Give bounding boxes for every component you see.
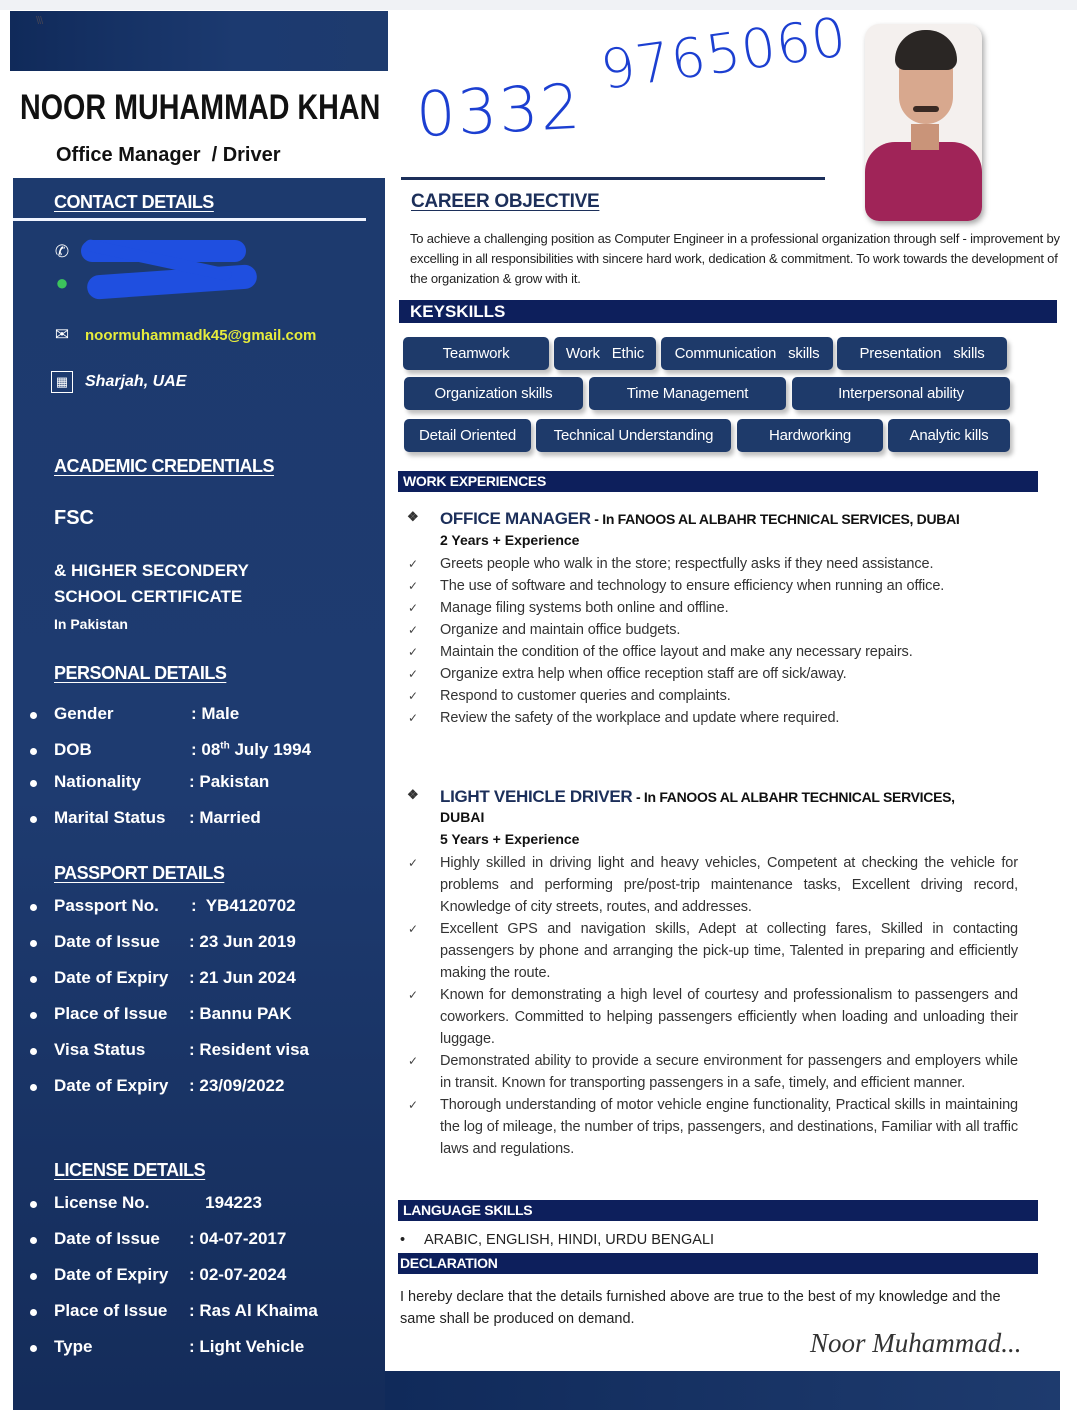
check-icon: ✓ [408,557,418,571]
diamond-bullet-icon: ❖ [407,509,419,524]
duty-item: ✓ Thorough understanding of motor vehicle engine functionality, Practical skills in maintaining the log of mileage, the number of trips, passengers, and destinations, Familiar with all traffic laws and regulations. [405,1094,1018,1160]
license-item: Date of Issue : 04-07-2017 [13,1229,385,1265]
license-item: Type : Light Vehicle [13,1337,385,1373]
passport-item: Date of Expiry : 21 Jun 2024 [13,968,385,1004]
duty-item: ✓ The use of software and technology to ensure efficiency when running an office. [405,575,1018,597]
skill-chip: Detail Oriented [404,419,531,452]
candidate-title: Office Manager / Driver [56,144,281,166]
job-driver-duties [405,852,1018,1160]
duty-item: ✓ Organize extra help when office reception staff are off sick/away. [405,663,1018,685]
bullet-icon: • [400,1232,406,1248]
skill-chip: Organization skills [404,377,583,410]
personal-item-marital: Marital Status : Married [13,808,385,844]
duty-item: ✓ Respond to customer queries and complaints. [405,685,1018,707]
language-text: ARABIC, ENGLISH, HINDI, URDU BENGALI [424,1232,715,1248]
license-item: License No. 194223 [13,1193,385,1229]
skill-chip: Time Management [589,377,786,410]
duty-item: ✓ Excellent GPS and navigation skills, Adept at collecting fares, Skilled in contacting passengers by phone and arranging the pick-up time, Talented in preparing and efficiently making the route. [405,918,1018,984]
degree-line2: SCHOOL CERTIFICATE [54,587,243,606]
declaration-heading: DECLARATION [398,1253,1038,1274]
job-experience-years: 2 Years + Experience [440,532,580,548]
skill-chip: Presentation skills [837,337,1007,370]
degree-country: In Pakistan [54,616,128,632]
diamond-bullet-icon: ❖ [407,787,419,802]
resume-page: \\\ NOOR MUHAMMAD KHAN Office Manager / Driver 0332 9765060 CONTACT DETAILS ✆ ● ✉ noormuhammadk45@gmail.com ▦ Sharjah, UAE ACADEMIC CREDENTIALS FSC & HIGHER SECONDERY SCHOOL CERTIFICATE In Pakistan PERSONAL DETAILS Gender : Male DOB : 08th July 1994 Nationality : Pakistan Marital Status : Married PASSPORT DETAILS Passport No. : YB4120702 Date of Issue : 23 Jun 2019 Date of Expiry : 21 Jun 2024 Place of Issue : Bannu PAK Visa Status : Resident visa Date of Expiry : 23/09/2022 LICENSE DETAILS License No. 194223 Date of Issue : 04-07-2017 Date of Expiry : 02-07-2024 Place of Issue : Ras Al Khaima Type : Light Vehicle CAREER OBJECTIVE To achieve a challenging position as Computer Engineer in a professional organization through self - improvement by excelling in all responsibilities with sincere hard work, dedication & commitment. To work towards the development of the organization & grow with it. KEYSKILLS Teamwork Work Ethic Communication skills Presentation skills Organization skills Time Management Interpersonal ability Detail Oriented Technical Understanding Hardworking Analytic kills WORK EXPERIENCES ❖ OFFICE MANAGER - In FANOOS AL ALBAHR TECHNICAL SERVICES, DUBAI 2 Years + Experience ✓ Greets people who walk in the store; respectfully asks if they need assistance. ✓ The use of software and technology to ensure efficiency when running an office. ✓ Manage filing systems both online and offline. ✓ Organize and maintain office budgets. ✓ Maintain the condition of the office layout and make any necessary repairs. ✓ Organize extra help when office reception staff are off sick/away. ✓ Respond to customer queries and complaints. ✓ Review the safety of the workplace and update where required. ❖ LIGHT VEHICLE DRIVER - In FANOOS AL ALBAHR TECHNICAL SERVICES, DUBAI 5 Years + Experience ✓ Highly skilled in driving light and heavy vehicles, Competent at checking the vehicle for problems and performing pre/post-trip maintenance tasks, Excellent driving record, Knowledge of city streets, routes, and addresses. ✓ Excellent GPS and navigation skills, Adept at collecting fares, Skilled in contacting passengers by phone and arranging the pick-up time, Talented in preparing and efficiently making the route. ✓ Known for demonstrating a high level of courtesy and professionalism to passengers and coworkers. Committed to helping passengers efficiently when loading and unloading their luggage. ✓ Demonstrated ability to provide a secure environment for passengers and employers while in transit. Known for transporting passengers in a safe, timely, and efficient manner. ✓ Thorough understanding of motor vehicle engine functionality, Practical skills in maintaining the log of mileage, the number of trips, passengers, and destinations, Familiar with all traffic laws and regulations. LANGUAGE SKILLS • ARABIC, ENGLISH, HINDI, URDU BENGALI DECLARATION I hereby declare that the details furnished above are true to the best of my knowledge and the same shall be produced on demand. Noor Muhammad... [0,10,1077,1425]
duty-item: ✓ Review the safety of the workplace and update where required. [405,707,1018,729]
duty-item: ✓ Organize and maintain office budgets. [405,619,1018,641]
duty-item: ✓ Greets people who walk in the store; respectfully asks if they need assistance. [405,553,1018,575]
degree-line1: & HIGHER SECONDERY [54,561,249,580]
degree-fsc: FSC [54,507,94,529]
phone-row [51,241,73,263]
email-icon: ✉ [54,325,70,344]
skill-chip: Teamwork [403,337,549,370]
check-icon: ✓ [408,579,418,593]
signature: Noor Muhammad... [810,1328,1022,1358]
career-objective-heading: CAREER OBJECTIVE [411,191,600,212]
license-list [13,1193,385,1373]
skill-chip: Analytic kills [888,419,1010,452]
language-skills-heading: LANGUAGE SKILLS [398,1200,1038,1221]
license-item: Date of Expiry : 02-07-2024 [13,1265,385,1301]
skill-chip: Hardworking [737,419,883,452]
license-heading: LICENSE DETAILS [54,1160,206,1180]
passport-item: Passport No. : YB4120702 [13,896,385,932]
check-icon: ✓ [408,1054,418,1068]
personal-item-nationality: Nationality : Pakistan [13,772,385,808]
duty-item: ✓ Highly skilled in driving light and heavy vehicles, Competent at checking the vehicle for problems and performing pre/post-trip maintenance tasks, Excellent driving record, Knowledge of city streets, routes, and addresses. [405,852,1018,918]
check-icon: ✓ [408,711,418,725]
declaration-text: I hereby declare that the details furnished above are true to the best of my knowledge and the same shall be produced on demand. [400,1289,1001,1327]
personal-list [13,704,385,844]
passport-item: Place of Issue : Bannu PAK [13,1004,385,1040]
check-icon: ✓ [408,601,418,615]
passport-heading: PASSPORT DETAILS [54,863,225,883]
map-icon: ▦ [51,371,73,393]
profile-photo [865,24,982,221]
whatsapp-icon: ● [55,270,69,295]
check-icon: ✓ [408,645,418,659]
passport-item: Date of Issue : 23 Jun 2019 [13,932,385,968]
check-icon: ✓ [408,623,418,637]
academic-heading: ACADEMIC CREDENTIALS [54,456,275,476]
personal-item-gender: Gender : Male [13,704,385,740]
skill-chip: Technical Understanding [536,419,731,452]
handwritten-phone-prefix: 0332 [414,69,584,152]
email-row [51,324,316,346]
personal-item-dob: DOB : 08th July 1994 [13,740,385,772]
duty-item: ✓ Known for demonstrating a high level of courtesy and professionalism to passengers and coworkers. Committed to helping passengers efficiently when loading and unloading their luggage. [405,984,1018,1050]
job-experience-years: 5 Years + Experience [440,831,580,847]
passport-item: Date of Expiry : 23/09/2022 [13,1076,385,1112]
contact-heading: CONTACT DETAILS [54,192,214,212]
handwritten-phone-number: 9765060 [596,5,851,102]
location-text: Sharjah, UAE [85,373,187,390]
phone-icon: ✆ [54,242,70,261]
duty-item: ✓ Manage filing systems both online and offline. [405,597,1018,619]
keyskills-heading: KEYSKILLS [399,300,1057,323]
sidebar [13,178,385,1410]
passport-item: Visa Status : Resident visa [13,1040,385,1076]
objective-divider [401,177,825,180]
license-item: Place of Issue : Ras Al Khaima [13,1301,385,1337]
skill-chip: Interpersonal ability [792,377,1010,410]
check-icon: ✓ [408,667,418,681]
location-row [51,371,186,393]
career-objective-text: To achieve a challenging position as Computer Engineer in a professional organization through self - improvement by excelling in all responsibilities with sincere hard work, dedication & commitment. To work towards the development of the organization & grow with it. [410,231,1060,286]
contact-divider [13,218,366,221]
banner-marks: \\\ [36,15,43,27]
redacted-whatsapp [86,264,257,300]
email-link[interactable]: noormuhammadk45@gmail.com [85,326,317,344]
check-icon: ✓ [408,856,418,870]
bottom-banner [385,1371,1060,1410]
skill-chip: Work Ethic [554,337,656,370]
job-office-manager-duties [405,553,1018,729]
check-icon: ✓ [408,922,418,936]
whatsapp-row [51,272,73,294]
check-icon: ✓ [408,689,418,703]
personal-heading: PERSONAL DETAILS [54,663,227,683]
work-experiences-heading: WORK EXPERIENCES [398,471,1038,492]
candidate-name: NOOR MUHAMMAD KHAN [20,88,381,127]
duty-item: ✓ Demonstrated ability to provide a secure environment for passengers and employers while in transit. Known for transporting passengers in a safe, timely, and efficient manner. [405,1050,1018,1094]
check-icon: ✓ [408,1098,418,1112]
duty-item: ✓ Maintain the condition of the office layout and make any necessary repairs. [405,641,1018,663]
skill-chip: Communication skills [661,337,833,370]
job-company-line2: DUBAI [440,809,485,825]
passport-list [13,896,385,1112]
top-banner [10,11,388,71]
check-icon: ✓ [408,988,418,1002]
